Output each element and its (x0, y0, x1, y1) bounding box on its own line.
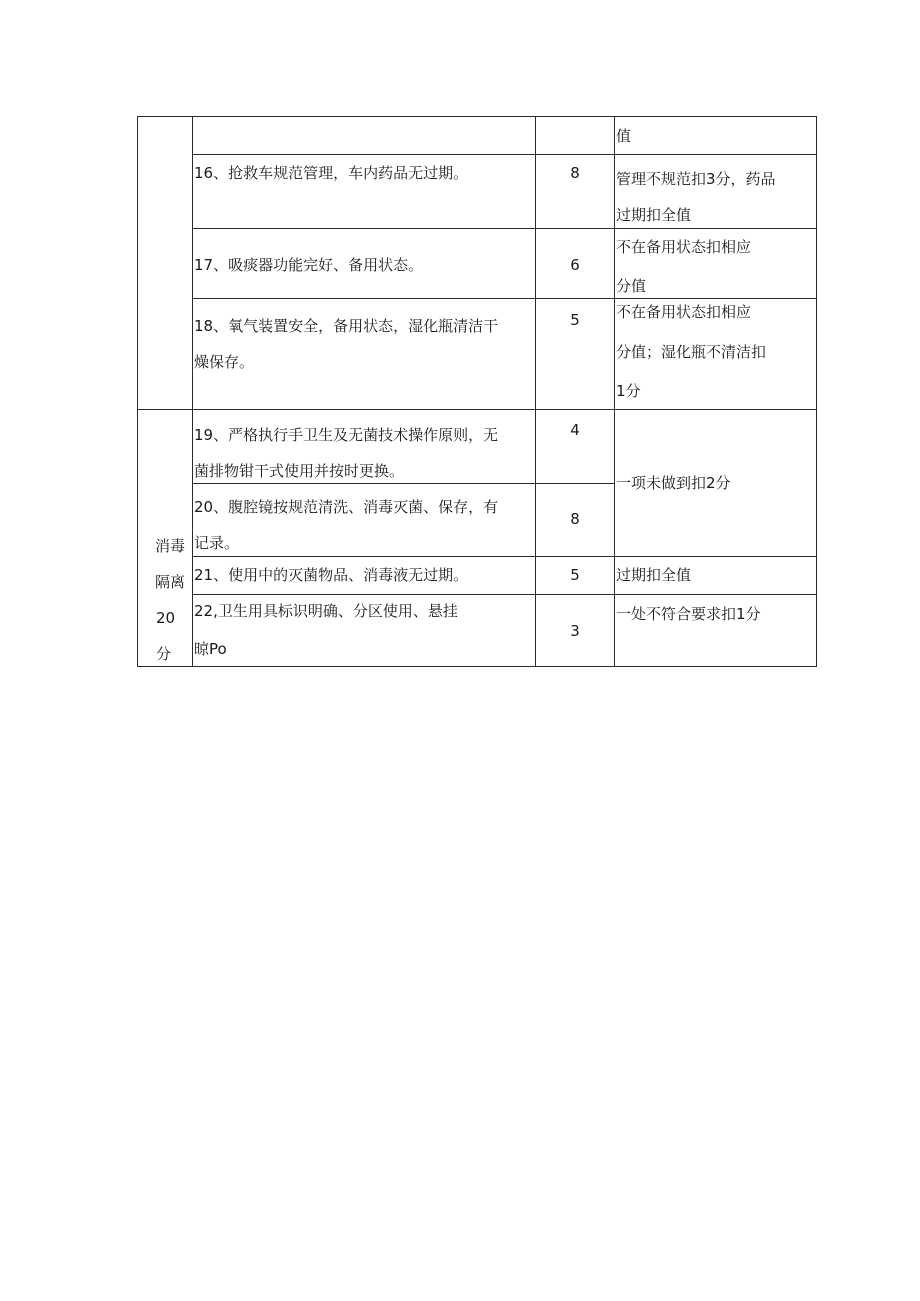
table-border-bottom (137, 666, 817, 667)
score-value: 8 (570, 510, 580, 528)
row-divider (192, 154, 817, 155)
item-text: 22,卫生用具标识明确、分区使用、悬挂 (194, 602, 458, 620)
row-divider (192, 228, 817, 229)
item-text: 17、吸痰器功能完好、备用状态。 (194, 256, 424, 274)
table-divider-category (192, 116, 193, 667)
category-score: 20 (156, 609, 176, 627)
score-value: 8 (570, 164, 580, 182)
item-text: 菌排物钳干式使用并按时更换。 (194, 462, 405, 480)
deduction-text: 不在备用状态扣相应 (616, 303, 752, 321)
score-value: 5 (570, 566, 580, 584)
item-text: 燥保存。 (194, 353, 255, 371)
item-text: 16、抢救车规范管理，车内药品无过期。 (194, 164, 469, 182)
table-border-top (137, 116, 817, 117)
table-border-left (137, 116, 138, 667)
category-label: 隔离 (155, 573, 186, 591)
item-text: 晾Po (194, 640, 227, 658)
row-divider (192, 556, 817, 557)
section-divider (137, 409, 817, 410)
table-divider-deduction (614, 116, 615, 667)
score-value: 6 (570, 256, 580, 274)
deduction-text: 分值；湿化瓶不清洁扣 (616, 343, 767, 361)
score-value: 5 (570, 311, 580, 329)
category-label: 消毒 (155, 537, 186, 555)
deduction-text: 分值 (616, 277, 647, 295)
item-text: 19、严格执行手卫生及无菌技术操作原则，无 (194, 426, 499, 444)
item-text: 21、使用中的灭菌物品、消毒液无过期。 (194, 566, 469, 584)
row-divider (192, 298, 817, 299)
deduction-text: 过期扣全值 (616, 566, 692, 584)
deduction-text: 值 (616, 127, 632, 145)
score-value: 4 (570, 421, 580, 439)
deduction-text: 一处不符合要求扣1分 (616, 605, 761, 623)
deduction-text: 不在备用状态扣相应 (616, 238, 752, 256)
deduction-text: 过期扣全值 (616, 206, 692, 224)
deduction-text: 一项未做到扣2分 (616, 474, 731, 492)
row-divider (192, 483, 615, 484)
deduction-text: 1分 (616, 382, 641, 400)
table-border-right (816, 116, 817, 667)
item-text: 20、腹腔镜按规范清洗、消毒灭菌、保存，有 (194, 498, 499, 516)
row-divider (192, 594, 817, 595)
deduction-text: 管理不规范扣3分，药品 (616, 170, 776, 188)
item-text: 记录。 (194, 534, 240, 552)
item-text: 18、氧气装置安全，备用状态，湿化瓶清洁干 (194, 317, 499, 335)
category-label: 分 (156, 645, 172, 663)
score-value: 3 (570, 622, 580, 640)
